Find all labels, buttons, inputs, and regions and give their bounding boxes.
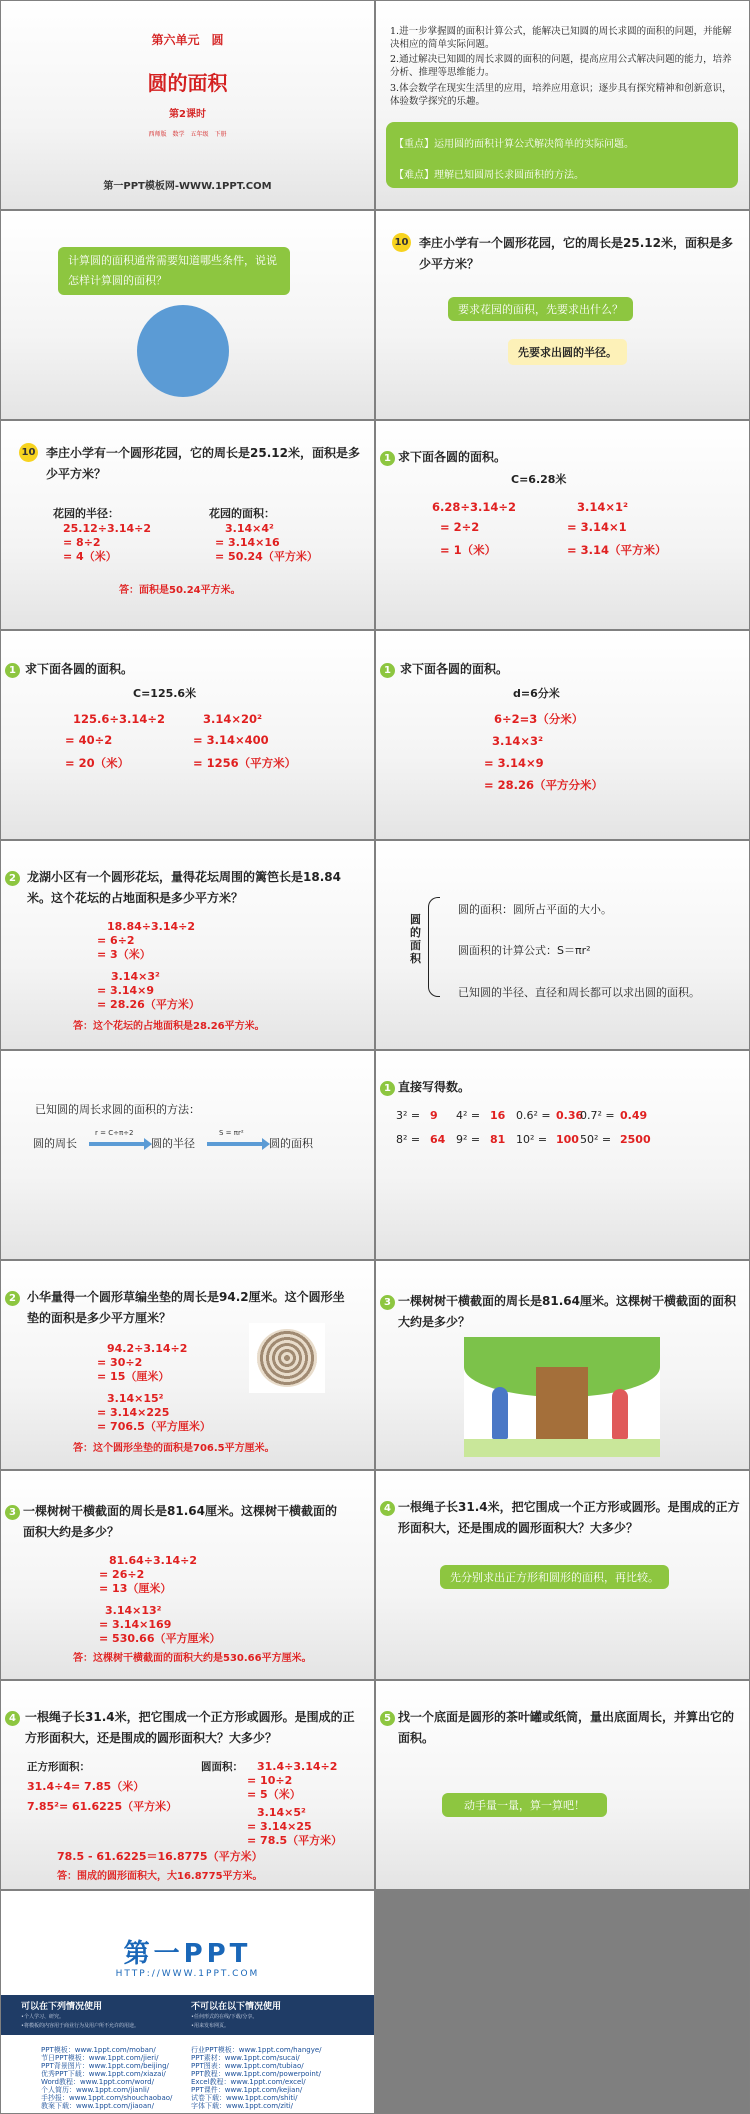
arrow-1-label: r = C÷π÷2 <box>95 1129 134 1137</box>
step-b2: = 3.14×9 <box>97 984 155 997</box>
goal-2: 2.通过解决已知圆的周长求圆的面积的问题，提高应用公式解决问题的能力，培养分析、推理等思维能力。 <box>390 54 732 78</box>
unit-label: 第六单元 圆 <box>151 33 224 47</box>
mental-math-expr: 0.7² = <box>580 1109 615 1122</box>
circle-step-5: = 3.14×25 <box>247 1820 312 1833</box>
resource-link[interactable]: 节日PPT模板：www.1ppt.com/jieri/ <box>41 2054 159 2062</box>
radius-step-2: = 8÷2 <box>63 536 101 549</box>
lesson-title: 圆的面积 <box>147 71 228 95</box>
arrow-2-icon <box>207 1142 263 1146</box>
step-a1: 18.84÷3.14÷2 <box>107 920 196 933</box>
difference-step: 78.5 - 61.6225＝16.8775（平方米） <box>57 1850 263 1863</box>
resource-link[interactable]: 教案下载：www.1ppt.com/jiaoan/ <box>41 2102 154 2110</box>
exercise-number-icon: 4 <box>380 1501 395 1516</box>
mental-math-expr: 8² = <box>396 1133 421 1146</box>
step-b1: 3.14×1² <box>577 500 629 514</box>
goal-3: 3.体会数学在现实生活里的应用，培养应用意识；逐步具有探究精神和创新意识，体验数学探究的乐趣。 <box>390 83 732 107</box>
square-step-1: 31.4÷4= 7.85（米） <box>27 1780 145 1793</box>
exercise-number-icon: 5 <box>380 1711 395 1726</box>
step-a3: = 20（米） <box>65 756 130 770</box>
example-question: 李庄小学有一个圆形花园，它的周长是25.12米，面积是多少平方米？ <box>46 446 360 481</box>
step-a2: = 26÷2 <box>99 1568 145 1581</box>
slide-exercise-1b[interactable] <box>1 631 374 839</box>
area-step-3: = 50.24（平方米） <box>215 550 318 563</box>
can-use-item-2: •将模板的内容用于商业行为及用户所不允许的用途。 <box>21 2023 139 2029</box>
circle-step-3: = 5（米） <box>247 1788 301 1801</box>
lesson-number: 第2课时 <box>169 109 206 120</box>
exercise-question: 求下面各圆的面积。 <box>398 450 507 464</box>
exercise-question: 求下面各圆的面积。 <box>25 662 134 676</box>
answer-text: 答：面积是50.24平方米。 <box>119 585 241 596</box>
mental-math-expr: 3² = <box>396 1109 421 1122</box>
exercise-number-icon: 2 <box>5 871 20 886</box>
slide-question-intro[interactable] <box>1 211 374 419</box>
resource-link[interactable]: PPT背景图片：www.1ppt.com/beijing/ <box>41 2062 169 2070</box>
step-a1: 94.2÷3.14÷2 <box>107 1342 188 1355</box>
step-3: = 3.14×9 <box>484 756 544 770</box>
mental-math-expr: 9² = <box>456 1133 481 1146</box>
mental-math-expr: 10² = <box>516 1133 548 1146</box>
answer-text: 答：这棵树干横截面的面积大约是530.66平方厘米。 <box>73 1653 312 1664</box>
exercise-question: 一根绳子长31.4米，把它围成一个正方形或圆形。是围成的正方形面积大，还是围成的圆形面积大？大多少？ <box>25 1710 355 1745</box>
empty-slide-area <box>376 1891 749 2113</box>
step-b1: 3.14×15² <box>107 1392 164 1405</box>
summary-label: 圆的面积 <box>410 913 421 965</box>
resource-link[interactable]: PPT素材：www.1ppt.com/sucai/ <box>191 2054 300 2062</box>
hint-bubble: 先分别求出正方形和圆形的面积，再比较。 <box>440 1565 669 1589</box>
mental-math-answer: 0.36 <box>556 1109 584 1122</box>
exercise-number-icon: 4 <box>5 1711 20 1726</box>
exercise-question: 一棵树树干横截面的周长是81.64厘米。这棵树干横截面的面积大约是多少？ <box>23 1504 337 1539</box>
slide-exercise-1a[interactable] <box>376 421 749 629</box>
step-a3: = 1（米） <box>440 543 497 557</box>
step-1: 6÷2=3（分米） <box>494 712 584 726</box>
summary-item-2: 圆面积的计算公式：S＝πr² <box>458 944 591 957</box>
radius-label: 花园的半径： <box>53 507 119 520</box>
difficult-point: 【难点】理解已知圆周长求圆面积的方法。 <box>394 170 584 181</box>
step-b3: = 28.26（平方米） <box>97 998 200 1011</box>
brand-logo: 第一PPT <box>123 1939 252 1969</box>
exercise-number-icon: 1 <box>380 1081 395 1096</box>
exercise-number-icon: 3 <box>380 1295 395 1310</box>
method-start: 圆的周长 <box>33 1137 77 1150</box>
slide-exercise-2b[interactable] <box>1 1261 374 1469</box>
answer-text: 答：这个花坛的占地面积是28.26平方米。 <box>73 1021 265 1032</box>
area-step-2: = 3.14×16 <box>215 536 280 549</box>
area-label: 花园的面积： <box>209 507 275 520</box>
circle-label: 圆面积： <box>201 1761 243 1773</box>
square-step-2: 7.85²= 61.6225（平方米） <box>27 1800 178 1813</box>
slide-exercise-4[interactable] <box>376 1471 749 1679</box>
method-end: 圆的面积 <box>269 1137 313 1150</box>
step-a1: 6.28÷3.14÷2 <box>432 500 517 514</box>
slide-example-10-hint[interactable] <box>376 211 749 419</box>
method-middle: 圆的半径 <box>151 1137 195 1150</box>
mental-math-expr: 0.6² = <box>516 1109 551 1122</box>
mental-math-expr: 50² = <box>580 1133 612 1146</box>
circle-shape <box>137 305 229 397</box>
exercise-number-icon: 1 <box>5 663 20 678</box>
tree-image <box>464 1337 660 1457</box>
circle-step-4: 3.14×5² <box>257 1806 306 1819</box>
can-use-item-1: •个人学习、研究。 <box>21 2014 64 2020</box>
step-b3: = 1256（平方米） <box>193 756 297 770</box>
question-bubble: 计算圆的面积通常需要知道哪些条件，说说怎样计算圆的面积？ <box>58 247 290 295</box>
mental-math-answer: 100 <box>556 1133 579 1146</box>
given-value: d=6分米 <box>513 687 560 700</box>
step-b2: = 3.14×400 <box>193 733 269 747</box>
method-title: 已知圆的周长求圆的面积的方法： <box>35 1103 200 1116</box>
cant-use-item-1: •任何形式的在线/下载/分享。 <box>191 2014 258 2020</box>
slide-exercise-2[interactable] <box>1 841 374 1049</box>
slide-method[interactable] <box>1 1051 374 1259</box>
exercise-question: 一根绳子长31.4米，把它围成一个正方形或圆形。是围成的正方形面积大，还是围成的圆形面积大？大多少？ <box>398 1500 740 1535</box>
summary-brace <box>428 897 440 997</box>
slide-exercise-1c[interactable] <box>376 631 749 839</box>
exercise-number-icon: 3 <box>5 1505 20 1520</box>
step-a2: = 2÷2 <box>440 520 480 534</box>
exercise-number-icon: 1 <box>380 451 395 466</box>
exercise-question: 求下面各圆的面积。 <box>400 662 509 676</box>
exercise-question: 直接写得数。 <box>398 1080 471 1094</box>
key-point: 【重点】运用圆的面积计算公式解决简单的实际问题。 <box>394 139 634 150</box>
resource-link[interactable]: 试卷下载：www.1ppt.com/shiti/ <box>191 2094 298 2102</box>
mental-math-answer: 2500 <box>620 1133 651 1146</box>
summary-item-1: 圆的面积：圆所占平面的大小。 <box>458 903 612 916</box>
step-a1: 81.64÷3.14÷2 <box>109 1554 198 1567</box>
step-2: 3.14×3² <box>492 734 544 748</box>
step-b2: = 3.14×1 <box>567 520 627 534</box>
book-meta: 西师版 数学 五年级 下册 <box>148 131 227 138</box>
slide-cover[interactable] <box>1 1 374 209</box>
resource-link[interactable]: PPT图表：www.1ppt.com/tubiao/ <box>191 2062 304 2070</box>
exercise-question: 龙湖小区有一个圆形花坛，量得花坛周围的篱笆长是18.84米。这个花坛的占地面积是多少平方米？ <box>27 870 341 905</box>
exercise-question: 一棵树树干横截面的周长是81.64厘米。这棵树干横截面的面积大约是多少？ <box>398 1294 736 1329</box>
step-a2: = 30÷2 <box>97 1356 143 1369</box>
given-value: C=6.28米 <box>511 473 567 486</box>
radius-step-1: 25.12÷3.14÷2 <box>63 522 152 535</box>
hint-bubble: 动手量一量，算一算吧！ <box>442 1793 607 1817</box>
resource-link[interactable]: PPT模板：www.1ppt.com/moban/ <box>41 2046 156 2054</box>
slide-credits[interactable] <box>1 1891 374 2113</box>
radius-step-3: = 4（米） <box>63 550 117 563</box>
square-label: 正方形面积： <box>27 1761 90 1773</box>
resource-link[interactable]: 字体下载：www.1ppt.com/ziti/ <box>191 2102 294 2110</box>
step-b2: = 3.14×169 <box>99 1618 172 1631</box>
arrow-1-icon <box>89 1142 145 1146</box>
given-value: C=125.6米 <box>133 687 197 700</box>
exercise-question: 找一个底面是圆形的茶叶罐或纸筒，量出底面周长，并算出它的面积。 <box>398 1710 735 1745</box>
step-a2: = 40÷2 <box>65 733 113 747</box>
mental-math-answer: 64 <box>430 1133 446 1146</box>
slide-example-10-solution[interactable] <box>1 421 374 629</box>
hint-answer: 先要求出圆的半径。 <box>508 339 627 365</box>
step-a1: 125.6÷3.14÷2 <box>73 712 166 726</box>
step-b1: 3.14×20² <box>203 712 263 726</box>
step-a3: = 13（厘米） <box>99 1582 172 1595</box>
slide-exercise-3-solution[interactable] <box>1 1471 374 1679</box>
circle-step-6: = 78.5（平方米） <box>247 1834 343 1847</box>
site-label: 第一PPT模板网-WWW.1PPT.COM <box>103 181 272 192</box>
step-a3: = 3（米） <box>97 948 151 961</box>
slide-exercise-5[interactable] <box>376 1681 749 1889</box>
can-use-title: 可以在下列情况使用 <box>21 2002 103 2012</box>
exercise-question: 小华量得一个圆形草编坐垫的周长是94.2厘米。这个圆形坐垫的面积是多少平方厘米？ <box>27 1290 345 1325</box>
resource-link[interactable]: 优秀PPT下载：www.1ppt.com/xiazai/ <box>41 2070 166 2078</box>
exercise-number-icon: 1 <box>380 663 395 678</box>
step-a3: = 15（厘米） <box>97 1370 170 1383</box>
resource-link[interactable]: Word教程：www.1ppt.com/word/ <box>41 2078 154 2086</box>
area-step-1: 3.14×4² <box>225 522 274 535</box>
circle-step-2: = 10÷2 <box>247 1774 293 1787</box>
slide-goals[interactable] <box>376 1 749 209</box>
mental-math-answer: 9 <box>430 1109 438 1122</box>
slide-summary[interactable] <box>376 841 749 1049</box>
cushion-image <box>249 1323 325 1393</box>
mental-math-expr: 4² = <box>456 1109 481 1122</box>
resource-link[interactable]: 个人简历：www.1ppt.com/jianli/ <box>41 2086 150 2094</box>
slide-mental-math[interactable] <box>376 1051 749 1259</box>
mental-math-answer: 0.49 <box>620 1109 648 1122</box>
cant-use-title: 不可以在以下情况使用 <box>191 2002 282 2012</box>
step-b3: = 706.5（平方厘米） <box>97 1420 211 1433</box>
hint-bubble: 要求花园的面积，先要求出什么？ <box>448 297 633 321</box>
arrow-2-label: S = πr² <box>219 1129 244 1137</box>
goal-1: 1.进一步掌握圆的面积计算公式，能解决已知圆的周长求圆的面积的问题，并能解决相应的简单实际问题。 <box>390 26 732 50</box>
resource-link[interactable]: PPT课件：www.1ppt.com/kejian/ <box>191 2086 303 2094</box>
example-number-icon: 10 <box>392 233 411 252</box>
circle-step-1: 31.4÷3.14÷2 <box>257 1760 338 1773</box>
resource-link[interactable]: PPT教程：www.1ppt.com/powerpoint/ <box>191 2070 321 2078</box>
resource-link[interactable]: 手抄报：www.1ppt.com/shouchaobao/ <box>41 2094 173 2102</box>
step-b2: = 3.14×225 <box>97 1406 170 1419</box>
step-a2: = 6÷2 <box>97 934 135 947</box>
mental-math-answer: 16 <box>490 1109 506 1122</box>
answer-text: 答：围成的圆形面积大，大16.8775平方米。 <box>57 1871 263 1882</box>
slide-exercise-3[interactable] <box>376 1261 749 1469</box>
brand-url: HTTP://WWW.1PPT.COM <box>115 1969 260 1979</box>
resource-link[interactable]: Excel教程：www.1ppt.com/excel/ <box>191 2078 306 2086</box>
summary-item-3: 已知圆的半径、直径和周长都可以求出圆的面积。 <box>458 986 700 999</box>
exercise-number-icon: 2 <box>5 1291 20 1306</box>
resource-link[interactable]: 行业PPT模板：www.1ppt.com/hangye/ <box>191 2046 322 2054</box>
cant-use-item-2: •用来发布网页。 <box>191 2023 229 2029</box>
step-b3: = 530.66（平方厘米） <box>99 1632 221 1645</box>
step-b3: = 3.14（平方米） <box>567 543 667 557</box>
step-b1: 3.14×13² <box>105 1604 162 1617</box>
answer-text: 答：这个圆形坐垫的面积是706.5平方厘米。 <box>73 1443 275 1454</box>
slide-exercise-4-solution[interactable] <box>1 1681 374 1889</box>
step-b1: 3.14×3² <box>111 970 160 983</box>
example-number-icon: 10 <box>19 443 38 462</box>
mental-math-answer: 81 <box>490 1133 506 1146</box>
example-question: 李庄小学有一个圆形花园，它的周长是25.12米，面积是多少平方米？ <box>419 236 733 271</box>
step-4: = 28.26（平方分米） <box>484 778 604 792</box>
